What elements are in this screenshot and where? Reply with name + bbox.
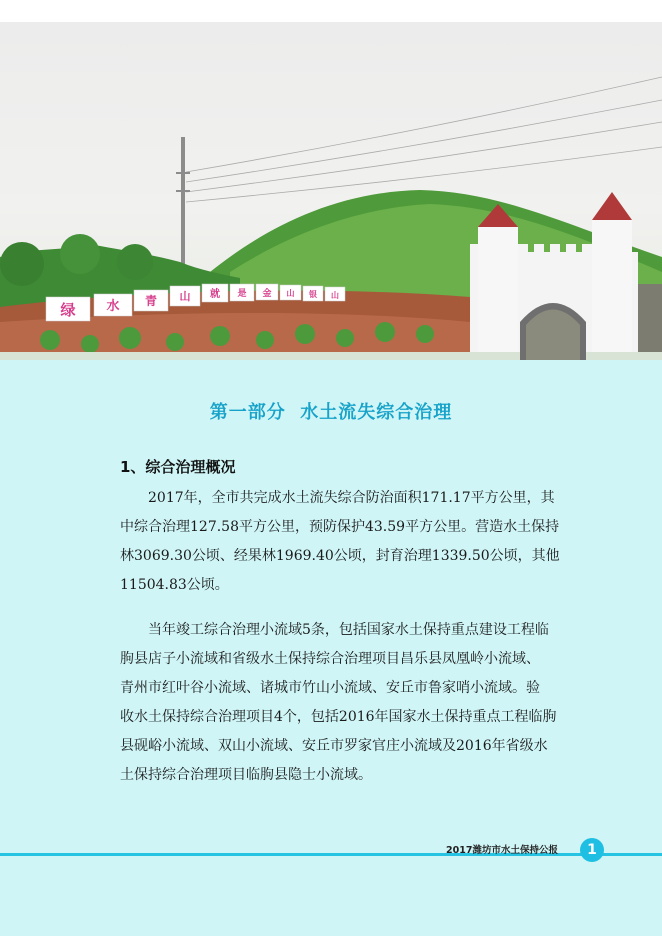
part-title: 第一部分 水土流失综合治理 <box>209 402 453 423</box>
paragraph-2-line: 青州市红叶谷小流域、诸城市竹山小流域、安丘市鲁家哨小流域。验 <box>120 680 540 696</box>
sign-char-3: 青 <box>144 294 158 308</box>
paragraph-2-line: 朐县店子小流域和省级水土保持综合治理项目昌乐县凤凰岭小流域、 <box>120 651 540 667</box>
sign-char-9: 银 <box>309 289 317 299</box>
castle-gate <box>470 192 662 360</box>
paragraph-2-line: 县砚峪小流域、双山小流域、安丘市罗家官庄小流域及2016年省级水 <box>120 738 548 754</box>
sign-char-4: 山 <box>179 290 191 303</box>
paragraph-1-line: 林3069.30公顷、经果林1969.40公顷，封育治理1339.50公顷，其他 <box>120 548 560 564</box>
section-heading: 1、综合治理概况 <box>120 458 236 476</box>
header-photo <box>0 22 662 360</box>
paragraph-1-line: 2017年，全市共完成水土流失综合防治面积171.17平方公里，其 <box>148 490 555 506</box>
page-number-badge: 1 <box>580 838 604 862</box>
paragraph-2-line: 收水土保持综合治理项目4个，包括2016年国家水土保持重点工程临朐 <box>120 709 557 725</box>
sign-char-8: 山 <box>286 288 295 298</box>
sign-char-2: 水 <box>106 299 120 314</box>
paragraph-1-line: 中综合治理127.58平方公里，预防保护43.59平方公里。营造水土保持 <box>120 519 560 535</box>
landscape-illustration <box>0 22 662 360</box>
paragraph-2-line: 当年竣工综合治理小流域5条，包括国家水土保持重点建设工程临 <box>148 622 549 638</box>
paragraph-2 <box>120 616 600 790</box>
sign-char-7: 金 <box>262 289 272 299</box>
publication-title: 2017潍坊市水土保持公报 <box>446 845 558 856</box>
footer-rule <box>0 853 662 856</box>
sign-char-5: 就 <box>210 289 220 300</box>
sign-char-6: 是 <box>237 289 247 299</box>
paragraph-1-line: 11504.83公顷。 <box>120 577 229 593</box>
sign-char-1: 绿 <box>60 301 76 319</box>
paragraph-1 <box>120 484 600 600</box>
paragraph-2-line: 土保持综合治理项目临朐县隐士小流域。 <box>120 767 372 783</box>
sign-char-10: 山 <box>331 290 339 300</box>
